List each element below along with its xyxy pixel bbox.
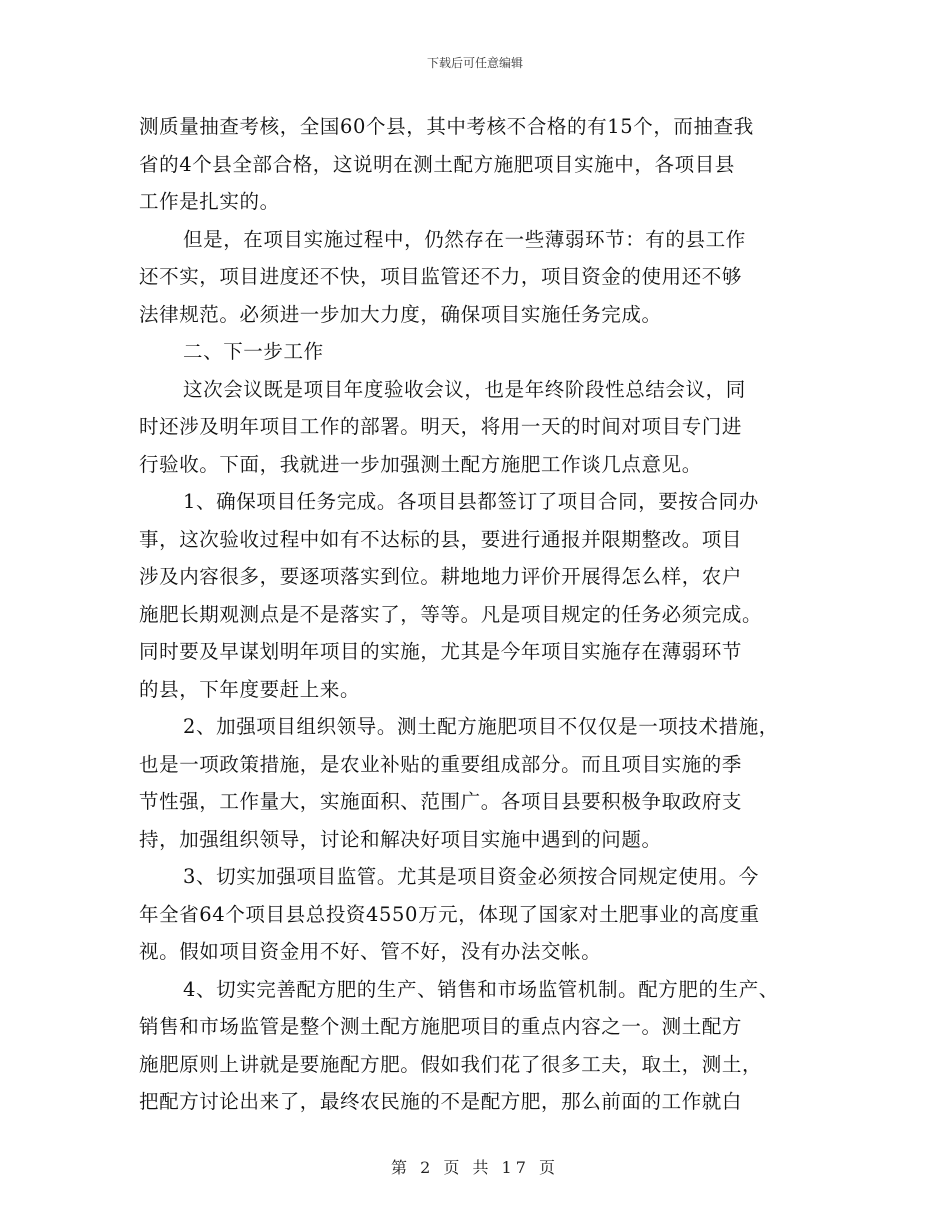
text-line: 还不实，项目进度还不快，项目监管还不力，项目资金的使用还不够 (139, 265, 743, 288)
document-body (139, 108, 819, 1121)
text-line: 持，加强组织领导，讨论和解决好项目实施中遇到的问题。 (139, 827, 662, 851)
text-line: 4、切实完善配方肥的生产、销售和市场监管机制。配方肥的生产、 (183, 977, 779, 1001)
text-line: 的县，下年度要赶上来。 (139, 677, 361, 701)
text-line: 销售和市场监管是整个测土配方施肥项目的重点内容之一。测土配方 (139, 1015, 743, 1038)
text-line: 年全省64个项目县总投资4550万元，体现了国家对土肥事业的高度重 (139, 902, 760, 926)
text-line: 视。假如项目资金用不好、管不好，没有办法交帐。 (139, 940, 602, 963)
text-line: 测质量抽查考核，全国60个县，其中考核不合格的有15个，而抽查我 (139, 115, 754, 138)
text-line: 同时要及早谋划明年项目的实施，尤其是今年项目实施存在薄弱环节 (139, 640, 743, 663)
text-line: 把配方讨论出来了，最终农民施的不是配方肥，那么前面的工作就白 (139, 1090, 743, 1113)
page-header-note: 下载后可任意编辑 (426, 56, 523, 70)
text-line: 1、确保项目任务完成。各项目县都签订了项目合同，要按合同办 (183, 490, 759, 513)
text-line: 2、加强项目组织领导。测土配方施肥项目不仅仅是一项技术措施， (183, 715, 779, 738)
text-line: 事，这次验收过程中如有不达标的县，要进行通报并限期整改。项目 (139, 527, 743, 551)
text-line: 时还涉及明年项目工作的部署。明天，将用一天的时间对项目专门进 (139, 415, 743, 438)
text-line: 这次会议既是项目年度验收会议，也是年终阶段性总结会议，同 (183, 377, 746, 401)
page-number: 第 2 页 共 17 页 (391, 1158, 559, 1177)
text-line: 施肥长期观测点是不是落实了，等等。凡是项目规定的任务必须完成。 (139, 602, 763, 626)
text-line: 但是，在项目实施过程中，仍然存在一些薄弱环节：有的县工作 (183, 227, 746, 251)
text-line: 行验收。下面，我就进一步加强测土配方施肥工作谈几点意见。 (139, 452, 702, 476)
text-line: 二、下一步工作 (183, 340, 324, 363)
text-line: 也是一项政策措施，是农业补贴的重要组成部分。而且项目实施的季 (139, 752, 743, 776)
text-line: 3、切实加强项目监管。尤其是项目资金必须按合同规定使用。今 (183, 865, 759, 888)
text-line: 施肥原则上讲就是要施配方肥。假如我们花了很多工夫，取土，测土， (139, 1052, 763, 1076)
text-line: 涉及内容很多，要逐项落实到位。耕地地力评价开展得怎么样，农户 (139, 565, 743, 588)
text-line: 省的4个县全部合格，这说明在测土配方施肥项目实施中，各项目县 (139, 152, 735, 176)
text-line: 工作是扎实的。 (139, 190, 280, 213)
text-line: 法律规范。必须进一步加大力度，确保项目实施任务完成。 (139, 302, 662, 326)
text-line: 节性强，工作量大，实施面积、范围广。各项目县要积极争取政府支 (139, 790, 743, 813)
